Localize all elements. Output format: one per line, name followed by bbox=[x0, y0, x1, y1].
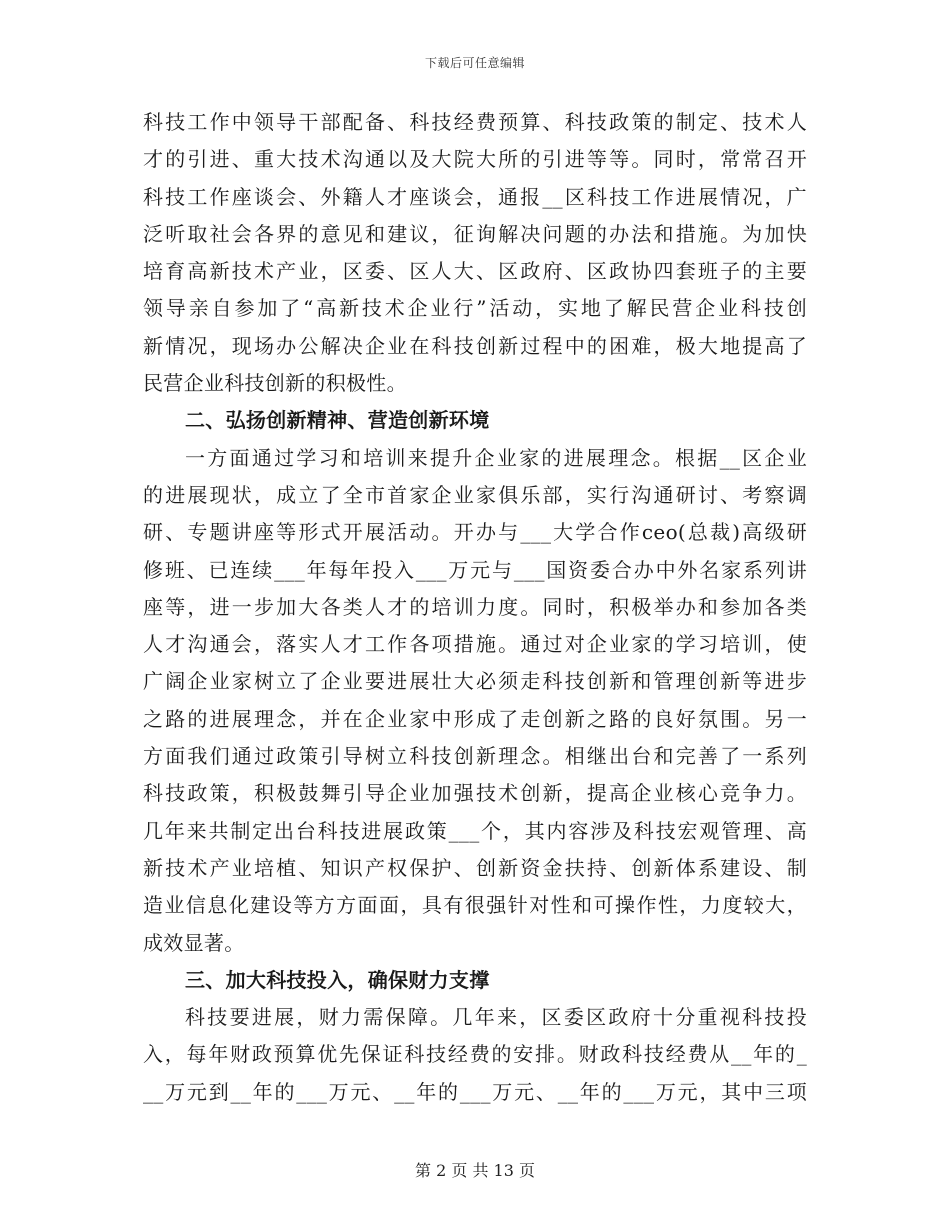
text-line: 新技术产业培植、知识产权保护、创新资金扶持、创新体系建设、制 bbox=[143, 855, 807, 880]
text-line: 座等，进一步加大各类人才的培训力度。同时，积极举办和参加各类 bbox=[143, 594, 807, 619]
text-line: 的进展现状，成立了全市首家企业家俱乐部，实行沟通研讨、考察调 bbox=[143, 482, 807, 507]
text-line: 之路的进展理念，并在企业家中形成了走创新之路的良好氛围。另一 bbox=[143, 706, 807, 731]
text-line: 一方面通过学习和培训来提升企业家的进展理念。根据__区企业 bbox=[185, 445, 807, 470]
text-line: 民营企业科技创新的积极性。 bbox=[143, 371, 407, 396]
text-line: 修班、已连续___年每年投入___万元与___国资委合办中外名家系列讲 bbox=[143, 557, 807, 582]
section-heading: 二、弘扬创新精神、营造创新环境 bbox=[185, 408, 490, 433]
text-line: 研、专题讲座等形式开展活动。开办与___大学合作ceo(总裁)高级研 bbox=[143, 520, 807, 545]
text-line: 几年来共制定出台科技进展政策___个，其内容涉及科技宏观管理、高 bbox=[143, 818, 807, 843]
text-line: 入，每年财政预算优先保证科技经费的安排。财政科技经费从__年的_ bbox=[143, 1042, 807, 1067]
text-line: 领导亲自参加了“高新技术企业行”活动，实地了解民营企业科技创 bbox=[143, 296, 807, 321]
text-line: 科技工作中领导干部配备、科技经费预算、科技政策的制定、技术人 bbox=[143, 110, 807, 134]
text-line: 科技要进展，财力需保障。几年来，区委区政府十分重视科技投 bbox=[185, 1005, 807, 1030]
text-line: __万元到__年的___万元、__年的___万元、__年的___万元，其中三项 bbox=[143, 1079, 807, 1104]
text-line: 人才沟通会，落实人才工作各项措施。通过对企业家的学习培训，使 bbox=[143, 632, 807, 657]
text-line: 泛听取社会各界的意见和建议，征询解决问题的办法和措施。为加快 bbox=[143, 221, 807, 246]
section-heading: 三、加大科技投入，确保财力支撑 bbox=[185, 967, 490, 992]
page-number: 第 2 页 共 13 页 bbox=[415, 1161, 535, 1180]
text-line: 方面我们通过政策引导树立科技创新理念。相继出台和完善了一系列 bbox=[143, 744, 807, 769]
text-line: 科技工作座谈会、外籍人才座谈会，通报__区科技工作进展情况，广 bbox=[143, 184, 807, 209]
text-line: 培育高新技术产业，区委、区人大、区政府、区政协四套班子的主要 bbox=[143, 259, 807, 284]
text-line: 造业信息化建设等方方面面，具有很强针对性和可操作性，力度较大， bbox=[143, 893, 807, 918]
text-line: 科技政策，积极鼓舞引导企业加强技术创新，提高企业核心竞争力。 bbox=[143, 781, 807, 806]
header-note: 下载后可任意编辑 bbox=[424, 56, 525, 70]
text-line: 新情况，现场办公解决企业在科技创新过程中的困难，极大地提高了 bbox=[143, 333, 807, 358]
text-line: 才的引进、重大技术沟通以及大院大所的引进等等。同时，常常召开 bbox=[143, 147, 807, 172]
text-line: 成效显著。 bbox=[143, 930, 245, 955]
text-line: 广阔企业家树立了企业要进展壮大必须走科技创新和管理创新等进步 bbox=[143, 669, 807, 694]
document-body bbox=[143, 104, 807, 1111]
